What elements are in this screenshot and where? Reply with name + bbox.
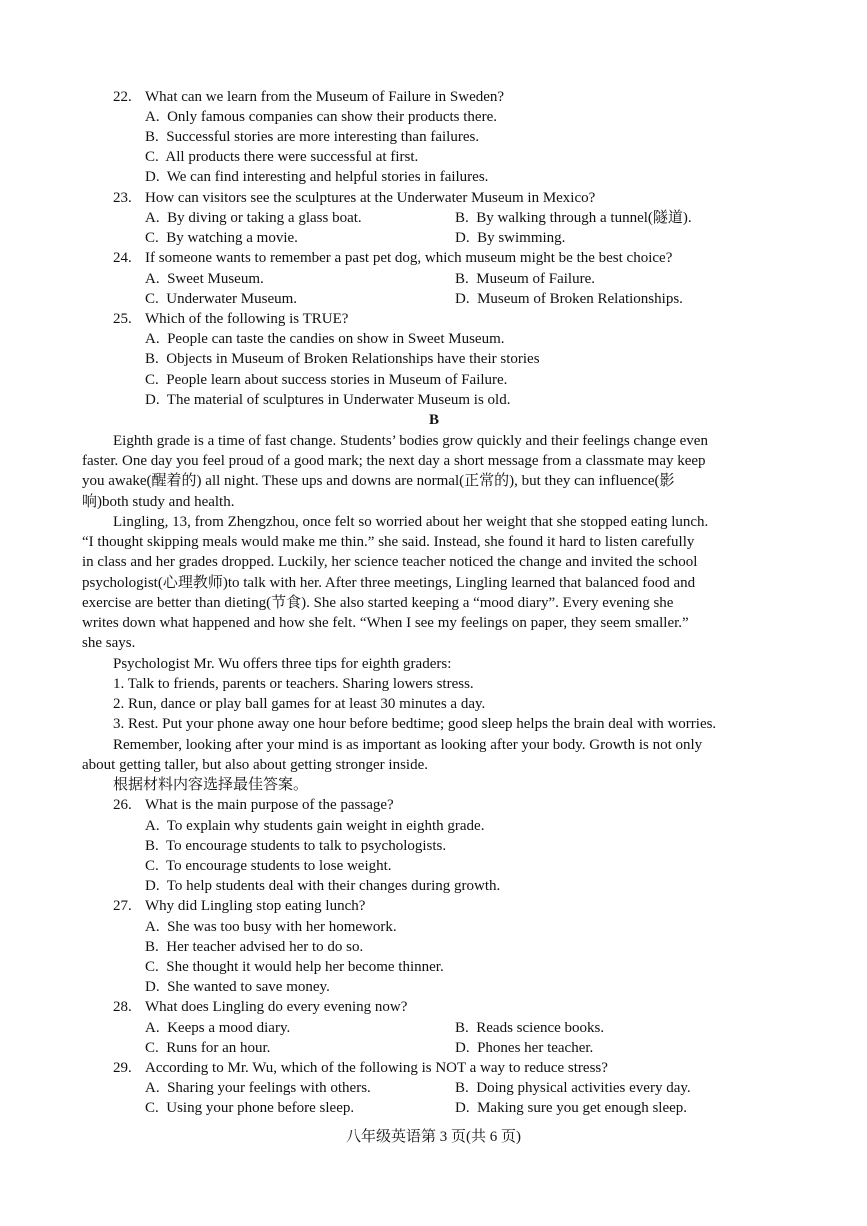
passage-line: Remember, looking after your mind is as important as looking after your body. Growth is not only [113, 737, 703, 753]
option-d: D. Making sure you get enough sleep. [455, 1100, 688, 1116]
option-b: B. Objects in Museum of Broken Relationships have their stories [145, 351, 540, 367]
option-a: A. To explain why students gain weight in eighth grade. [145, 818, 485, 834]
passage-line: 响)both study and health. [82, 494, 235, 510]
passage-line: psychologist(心理教师)to talk with her. After three meetings, Lingling learned that balanced food and [82, 575, 696, 591]
tip-item: 3. Rest. Put your phone away one hour before bedtime; good sleep helps the brain deal with worries. [113, 716, 717, 732]
passage-line: Eighth grade is a time of fast change. Students’ bodies grow quickly and their feelings change even [113, 433, 708, 449]
question-text: Which of the following is TRUE? [145, 311, 349, 327]
question-number: 25. [113, 311, 132, 327]
option-c: C. To encourage students to lose weight. [145, 858, 392, 874]
option-c: C. She thought it would help her become thinner. [145, 959, 444, 975]
option-d: D. The material of sculptures in Underwater Museum is old. [145, 392, 511, 408]
question-text: How can visitors see the sculptures at the Underwater Museum in Mexico? [145, 190, 596, 206]
option-d: D. We can find interesting and helpful stories in failures. [145, 169, 489, 185]
option-b: B. Museum of Failure. [455, 271, 595, 287]
question-text: If someone wants to remember a past pet dog, which museum might be the best choice? [145, 250, 673, 266]
question-number: 27. [113, 898, 132, 914]
option-d: D. By swimming. [455, 230, 566, 246]
question-number: 29. [113, 1060, 132, 1076]
option-b: B. Her teacher advised her to do so. [145, 939, 364, 955]
option-c: C. Runs for an hour. [145, 1040, 271, 1056]
question-number: 22. [113, 89, 132, 105]
tip-item: 2. Run, dance or play ball games for at least 30 minutes a day. [113, 696, 486, 712]
passage-line: exercise are better than dieting(节食). She also started keeping a “mood diary”. Every evening she [82, 595, 674, 611]
option-b: B. Doing physical activities every day. [455, 1080, 691, 1096]
tip-item: 1. Talk to friends, parents or teachers. Sharing lowers stress. [113, 676, 474, 692]
passage-line: writes down what happened and how she felt. “When I see my feelings on paper, they seem smaller.” [82, 615, 689, 631]
option-d: D. Museum of Broken Relationships. [455, 291, 683, 307]
option-a: A. By diving or taking a glass boat. [145, 210, 362, 226]
option-c: C. Underwater Museum. [145, 291, 298, 307]
question-text: What does Lingling do every evening now? [145, 999, 408, 1015]
option-c: C. Using your phone before sleep. [145, 1100, 355, 1116]
question-text: Why did Lingling stop eating lunch? [145, 898, 366, 914]
question-number: 23. [113, 190, 132, 206]
option-b: B. By walking through a tunnel(隧道). [455, 210, 692, 226]
passage-line: “I thought skipping meals would make me thin.” she said. Instead, she found it hard to listen carefully [82, 534, 695, 550]
option-a: A. People can taste the candies on show in Sweet Museum. [145, 331, 505, 347]
passage-line: about getting taller, but also about getting stronger inside. [82, 757, 428, 773]
option-c: C. People learn about success stories in Museum of Failure. [145, 372, 508, 388]
option-a: A. Only famous companies can show their products there. [145, 109, 497, 125]
question-number: 24. [113, 250, 132, 266]
option-d: D. To help students deal with their changes during growth. [145, 878, 501, 894]
option-a: A. She was too busy with her homework. [145, 919, 397, 935]
passage-line: she says. [82, 635, 136, 651]
option-b: B. Successful stories are more interesting than failures. [145, 129, 480, 145]
passage-line: faster. One day you feel proud of a good mark; the next day a short message from a classmate may keep [82, 453, 706, 469]
passage-line: Psychologist Mr. Wu offers three tips for eighth graders: [113, 656, 452, 672]
option-d: D. She wanted to save money. [145, 979, 330, 995]
passage-line: you awake(醒着的) all night. These ups and downs are normal(正常的), but they can influence(影 [82, 473, 675, 489]
question-text: What can we learn from the Museum of Failure in Sweden? [145, 89, 505, 105]
section-title: B [429, 412, 440, 428]
question-text: What is the main purpose of the passage? [145, 797, 394, 813]
passage-line: Lingling, 13, from Zhengzhou, once felt so worried about her weight that she stopped eating lunch. [113, 514, 709, 530]
option-c: C. By watching a movie. [145, 230, 298, 246]
instruction: 根据材料内容选择最佳答案。 [113, 777, 309, 793]
option-a: A. Sweet Museum. [145, 271, 264, 287]
page-footer: 八年级英语第 3 页(共 6 页) [346, 1129, 521, 1145]
question-number: 26. [113, 797, 132, 813]
option-d: D. Phones her teacher. [455, 1040, 594, 1056]
question-number: 28. [113, 999, 132, 1015]
option-a: A. Sharing your feelings with others. [145, 1080, 371, 1096]
passage-line: in class and her grades dropped. Luckily, her science teacher noticed the change and invited the school [82, 554, 698, 570]
option-a: A. Keeps a mood diary. [145, 1020, 291, 1036]
option-c: C. All products there were successful at first. [145, 149, 419, 165]
option-b: B. To encourage students to talk to psychologists. [145, 838, 447, 854]
question-text: According to Mr. Wu, which of the following is NOT a way to reduce stress? [145, 1060, 608, 1076]
option-b: B. Reads science books. [455, 1020, 605, 1036]
